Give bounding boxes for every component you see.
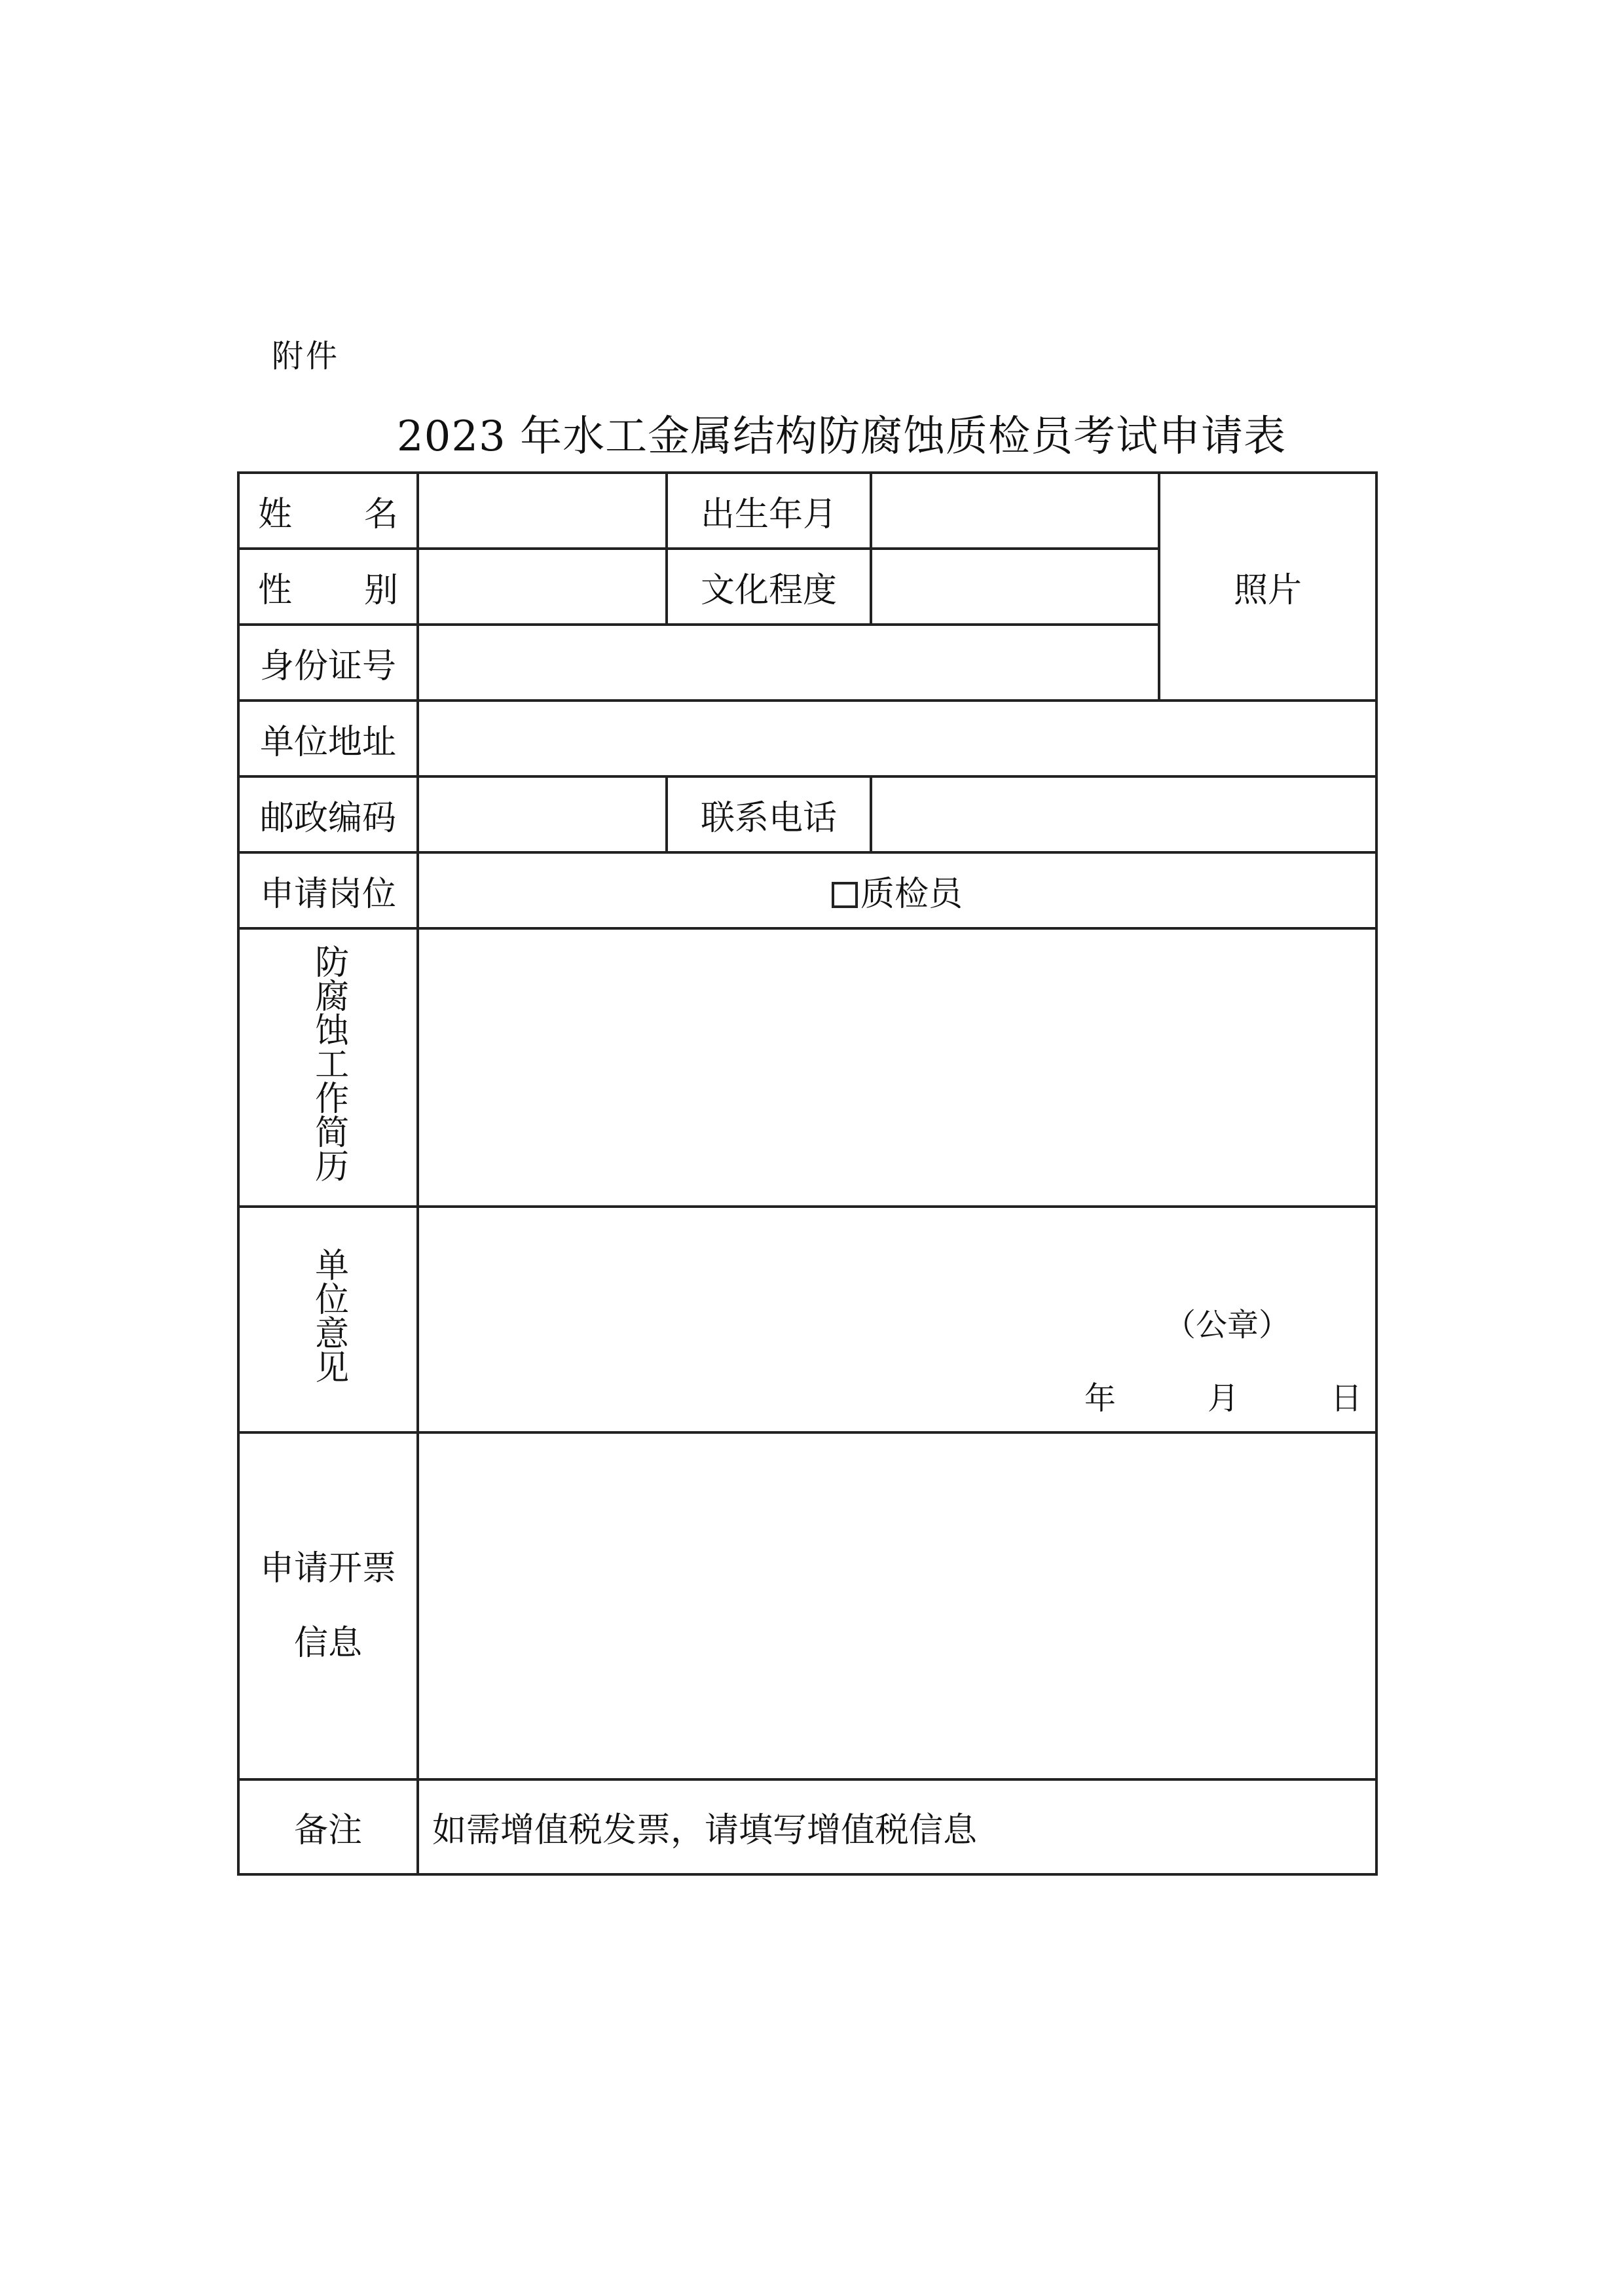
invoice-label-line1: 申请开票 xyxy=(259,1548,396,1588)
name-label-b: 名 xyxy=(363,494,398,534)
form-title: 2023 年水工金属结构防腐蚀质检员考试申请表 xyxy=(396,412,1287,461)
date-month: 月 xyxy=(1207,1380,1239,1417)
remark-text: 如需增值税发票，请填写增值税信息 xyxy=(418,1779,1376,1874)
education-field[interactable] xyxy=(871,549,1159,625)
photo-label: 照片 xyxy=(1233,570,1302,610)
seal-text: （公章） xyxy=(1164,1307,1290,1343)
row-postcode-phone xyxy=(238,776,1376,852)
phone-label: 联系电话 xyxy=(667,776,871,852)
resume-field[interactable] xyxy=(418,928,1376,1207)
row-remark xyxy=(238,1779,1376,1874)
position-option-label: 质检员 xyxy=(860,874,963,914)
name-label-cell xyxy=(238,473,418,549)
position-field xyxy=(418,852,1376,928)
date-year: 年 xyxy=(1084,1380,1116,1417)
education-label: 文化程度 xyxy=(667,549,871,625)
invoice-label-line2: 信息 xyxy=(293,1624,362,1663)
position-label: 申请岗位 xyxy=(238,852,418,928)
gender-label-cell xyxy=(238,549,418,625)
date-line xyxy=(1084,1373,1362,1418)
row-resume xyxy=(238,928,1376,1207)
opinion-field[interactable] xyxy=(418,1207,1376,1432)
attachment-label: 附件 xyxy=(272,338,341,374)
resume-label-cell xyxy=(238,928,418,1207)
remark-label: 备注 xyxy=(238,1779,418,1874)
photo-box[interactable] xyxy=(1159,473,1376,701)
postcode-label: 邮政编码 xyxy=(238,776,418,852)
resume-label: 防腐蚀工作简历 xyxy=(308,944,348,1182)
phone-field[interactable] xyxy=(871,776,1376,852)
id-field[interactable] xyxy=(418,625,1159,701)
invoice-field[interactable] xyxy=(418,1432,1376,1779)
row-opinion xyxy=(238,1207,1376,1432)
gender-label-b: 别 xyxy=(363,570,398,610)
id-label: 身份证号 xyxy=(238,625,418,701)
application-form-table xyxy=(237,471,1378,1876)
name-field[interactable] xyxy=(418,473,667,549)
position-checkbox[interactable] xyxy=(832,882,858,908)
gender-field[interactable] xyxy=(418,549,667,625)
row-invoice xyxy=(238,1432,1376,1779)
row-name-birth xyxy=(238,473,1376,549)
birth-label: 出生年月 xyxy=(667,473,871,549)
row-position xyxy=(238,852,1376,928)
postcode-field[interactable] xyxy=(418,776,667,852)
invoice-label-cell xyxy=(238,1432,418,1779)
opinion-label: 单位意见 xyxy=(308,1247,348,1383)
address-label: 单位地址 xyxy=(238,701,418,776)
date-day: 日 xyxy=(1330,1380,1362,1417)
name-label-a: 姓 xyxy=(258,494,293,534)
gender-label-a: 性 xyxy=(258,570,293,610)
opinion-label-cell xyxy=(238,1207,418,1432)
row-address xyxy=(238,701,1376,776)
birth-field[interactable] xyxy=(871,473,1159,549)
address-field[interactable] xyxy=(418,701,1376,776)
